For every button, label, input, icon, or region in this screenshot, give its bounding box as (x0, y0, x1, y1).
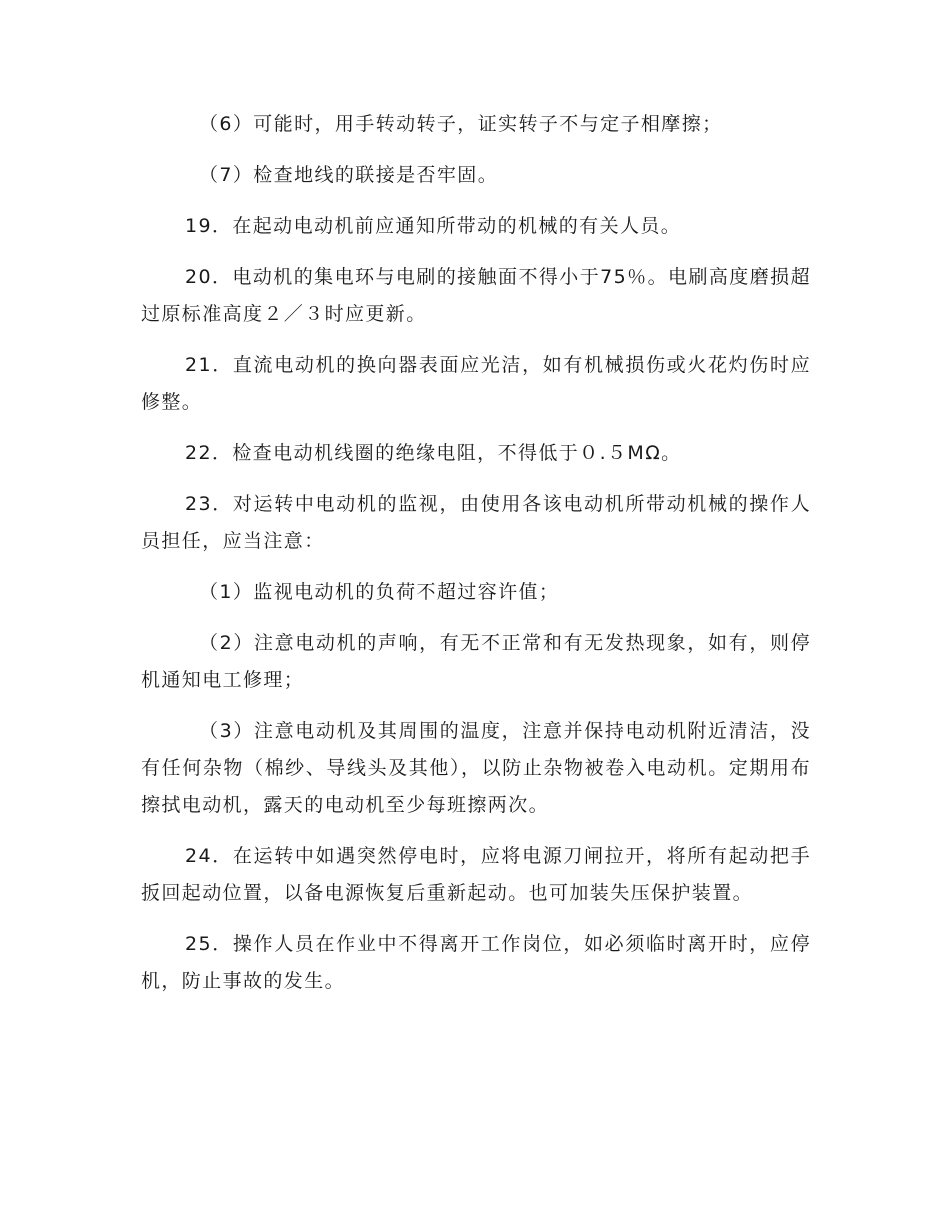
clause-item-6: （6）可能时，用手转动转子，证实转子不与定子相摩擦； (199, 113, 723, 135)
clause-19: 19．在起动电动机前应通知所带动的机械的有关人员。 (185, 215, 682, 237)
document-body (141, 106, 811, 1014)
clause-23: 23．对运转中电动机的监视，由使用各该电动机所带动机械的操作人员担任，应当注意： (141, 493, 811, 552)
clause-22: 22．检查电动机线圈的绝缘电阻，不得低于０.５MΩ。 (185, 442, 682, 464)
clause-21: 21．直流电动机的换向器表面应光洁，如有机械损伤或火花灼伤时应修整。 (141, 354, 811, 413)
clause-25: 25．操作人员在作业中不得离开工作岗位，如必须临时离开时，应停机，防止事故的发生。 (141, 933, 811, 992)
clause-24: 24．在运转中如遇突然停电时，应将电源刀闸拉开，将所有起动把手扳回起动位置，以备电源恢复后重新起动。也可加装失压保护装置。 (141, 845, 811, 904)
clause-23-item-1: （1）监视电动机的负荷不超过容许值； (199, 581, 560, 603)
clause-item-7: （7）检查地线的联接是否牢固。 (199, 164, 499, 186)
clause-23-item-3: （3）注意电动机及其周围的温度，注意并保持电动机附近清洁，没有任何杂物（棉纱、导线头及其他），以防止杂物被卷入电动机。定期用布擦拭电动机，露天的电动机至少每班擦两次。 (141, 720, 811, 816)
clause-23-item-2: （2）注意电动机的声响，有无不正常和有无发热现象，如有，则停机通知电工修理； (141, 632, 811, 691)
clause-20: 20．电动机的集电环与电刷的接触面不得小于75％。电刷高度磨损超过原标准高度２／３时应更新。 (141, 266, 811, 325)
